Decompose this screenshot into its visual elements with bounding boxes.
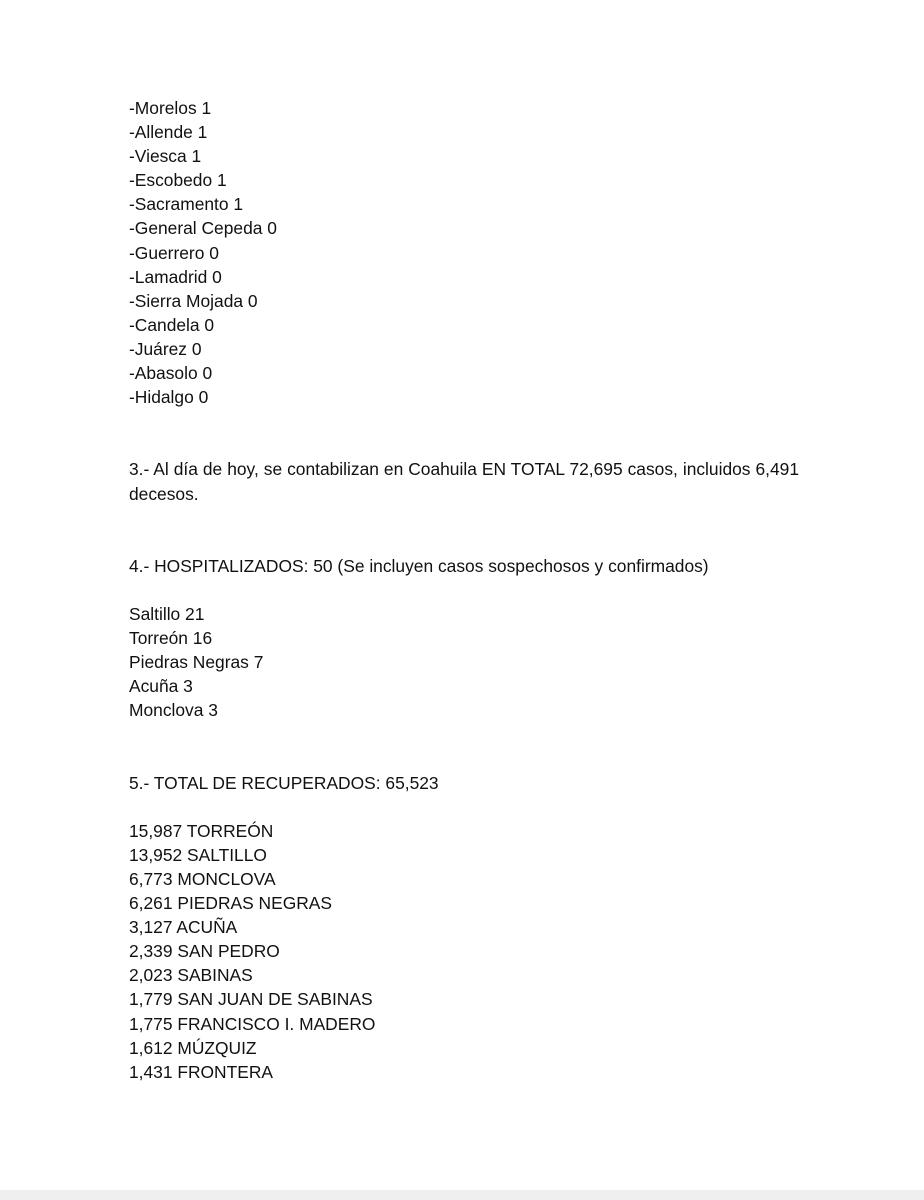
spacer bbox=[129, 795, 799, 819]
document-content bbox=[129, 96, 799, 1084]
spacer bbox=[129, 722, 799, 770]
list-item: -Lamadrid 0 bbox=[129, 266, 222, 287]
list-item: 1,431 FRONTERA bbox=[129, 1061, 273, 1082]
list-item: 2,339 SAN PEDRO bbox=[129, 941, 280, 962]
list-item: -Escobedo 1 bbox=[129, 170, 227, 191]
hospitalized-list bbox=[129, 602, 799, 722]
spacer bbox=[129, 506, 799, 554]
list-item: 6,261 PIEDRAS NEGRAS bbox=[129, 893, 332, 914]
list-item: -Allende 1 bbox=[129, 122, 208, 143]
total-cases-paragraph: 3.- Al día de hoy, se contabilizan en Coahuila EN TOTAL 72,695 casos, incluidos 6,491 decesos. bbox=[129, 459, 799, 504]
list-item: -Guerrero 0 bbox=[129, 242, 219, 263]
list-item: -Candela 0 bbox=[129, 314, 215, 335]
recovered-list bbox=[129, 819, 799, 1084]
municipality-cases-list bbox=[129, 96, 799, 409]
list-item: -General Cepeda 0 bbox=[129, 218, 277, 239]
recovered-heading: 5.- TOTAL DE RECUPERADOS: 65,523 bbox=[129, 772, 439, 793]
list-item: -Hidalgo 0 bbox=[129, 387, 209, 408]
spacer bbox=[129, 409, 799, 457]
list-item: -Morelos 1 bbox=[129, 98, 212, 118]
list-item: Saltillo 21 bbox=[129, 603, 205, 624]
page-bottom-edge bbox=[0, 1190, 924, 1200]
list-item: Acuña 3 bbox=[129, 676, 193, 697]
list-item: 15,987 TORREÓN bbox=[129, 820, 274, 841]
list-item: -Sierra Mojada 0 bbox=[129, 290, 258, 311]
list-item: Piedras Negras 7 bbox=[129, 652, 264, 673]
list-item: 1,779 SAN JUAN DE SABINAS bbox=[129, 989, 373, 1010]
list-item: 2,023 SABINAS bbox=[129, 965, 253, 986]
list-item: 1,775 FRANCISCO I. MADERO bbox=[129, 1013, 376, 1034]
list-item: Torreón 16 bbox=[129, 628, 213, 649]
list-item: 6,773 MONCLOVA bbox=[129, 869, 276, 889]
list-item: -Juárez 0 bbox=[129, 338, 202, 359]
list-item: 13,952 SALTILLO bbox=[129, 844, 267, 865]
hospitalized-heading: 4.- HOSPITALIZADOS: 50 (Se incluyen casos sospechosos y confirmados) bbox=[129, 555, 709, 576]
list-item: -Sacramento 1 bbox=[129, 194, 244, 215]
list-item: 3,127 ACUÑA bbox=[129, 917, 238, 938]
list-item: -Viesca 1 bbox=[129, 146, 202, 167]
list-item: Monclova 3 bbox=[129, 700, 218, 721]
list-item: -Abasolo 0 bbox=[129, 363, 213, 384]
list-item: 1,612 MÚZQUIZ bbox=[129, 1037, 257, 1058]
spacer bbox=[129, 578, 799, 602]
